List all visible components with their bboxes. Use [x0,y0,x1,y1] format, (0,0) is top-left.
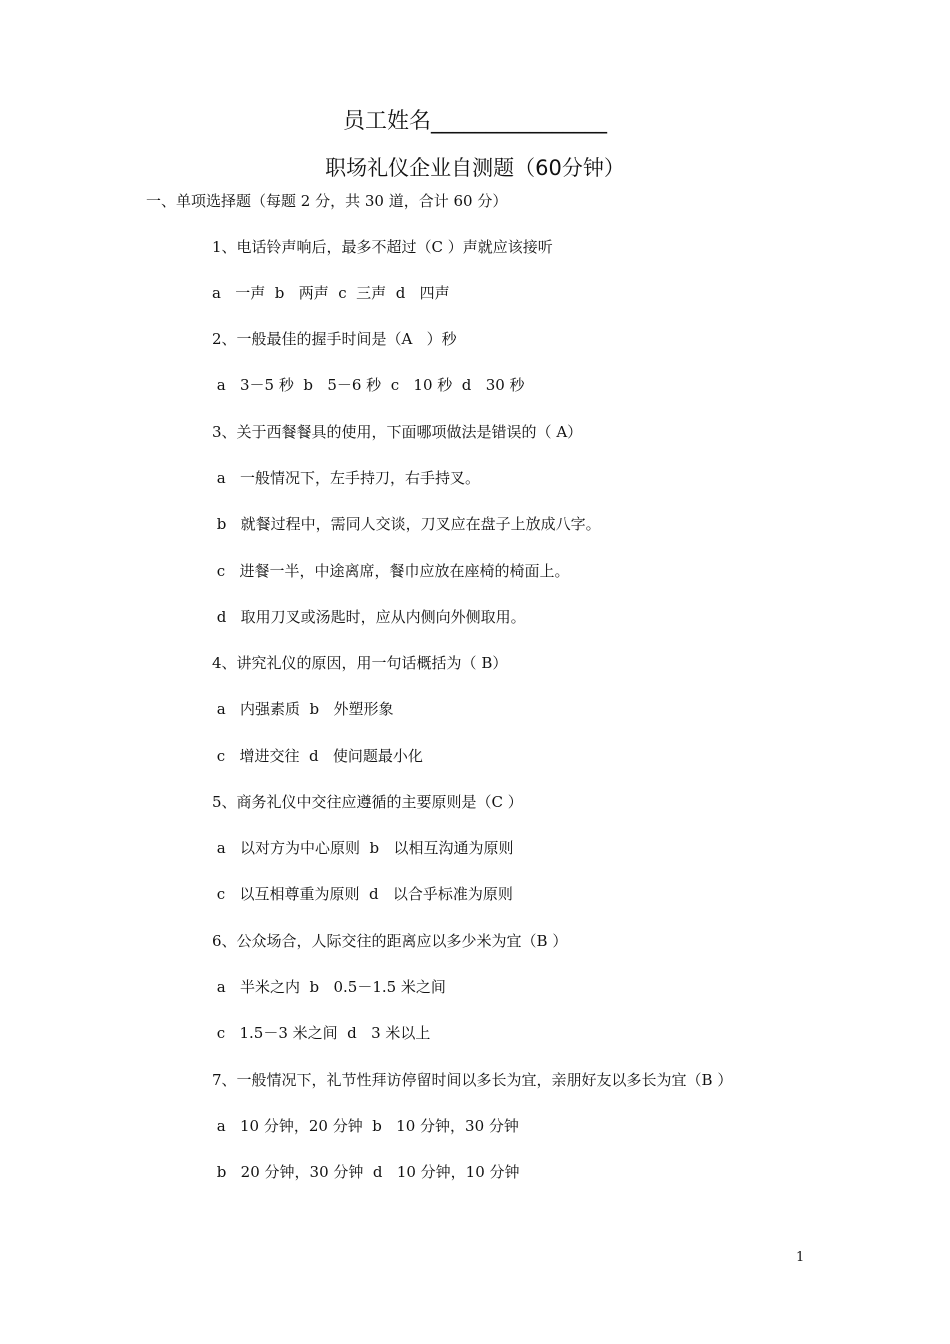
question-7: 7、一般情况下，礼节性拜访停留时间以多长为宜，亲朋好友以多长为宜（B ） [212,1071,733,1089]
question-6-options-ab: a 半米之内 b 0.5－1.5 米之间 [212,978,446,996]
section-heading: 一、单项选择题（每题 2 分，共 30 道，合计 60 分） [146,192,508,210]
page-number: 1 [796,1250,805,1265]
question-2-options: a 3－5 秒 b 5－6 秒 c 10 秒 d 30 秒 [212,376,525,394]
question-5: 5、商务礼仪中交往应遵循的主要原则是（C ） [212,793,523,811]
question-1-options: a 一声 b 两声 c 三声 d 四声 [212,284,450,302]
question-7-options-ab: a 10 分钟，20 分钟 b 10 分钟，30 分钟 [212,1117,519,1135]
question-5-options-cd: c 以互相尊重为原则 d 以合乎标准为原则 [212,885,513,903]
question-4: 4、讲究礼仪的原因，用一句话概括为（ B） [212,654,508,672]
question-4-options-ab: a 内强素质 b 外塑形象 [212,700,394,718]
question-5-options-ab: a 以对方为中心原则 b 以相互沟通为原则 [212,839,514,857]
question-6: 6、公众场合，人际交往的距离应以多少米为宜（B ） [212,932,568,950]
question-3-option-b: b 就餐过程中，需同人交谈，刀叉应在盘子上放成八字。 [212,515,601,533]
question-3-option-a: a 一般情况下，左手持刀，右手持叉。 [212,469,481,487]
question-7-options-cd: b 20 分钟，30 分钟 d 10 分钟，10 分钟 [212,1163,520,1181]
question-3-option-c: c 进餐一半，中途离席，餐巾应放在座椅的椅面上。 [212,562,570,580]
page-title: 职场礼仪企业自测题（60分钟） [325,156,625,180]
question-3: 3、关于西餐餐具的使用，下面哪项做法是错误的（ A） [212,423,583,441]
question-3-option-d: d 取用刀叉或汤匙时，应从内侧向外侧取用。 [212,608,526,626]
question-6-options-cd: c 1.5－3 米之间 d 3 米以上 [212,1024,431,1042]
employee-name-field: 员工姓名________________ [342,109,607,134]
question-2: 2、一般最佳的握手时间是（A ）秒 [212,330,457,348]
question-4-options-cd: c 增进交往 d 使问题最小化 [212,747,423,765]
question-1: 1、电话铃声响后，最多不超过（C ）声就应该接听 [212,238,553,256]
